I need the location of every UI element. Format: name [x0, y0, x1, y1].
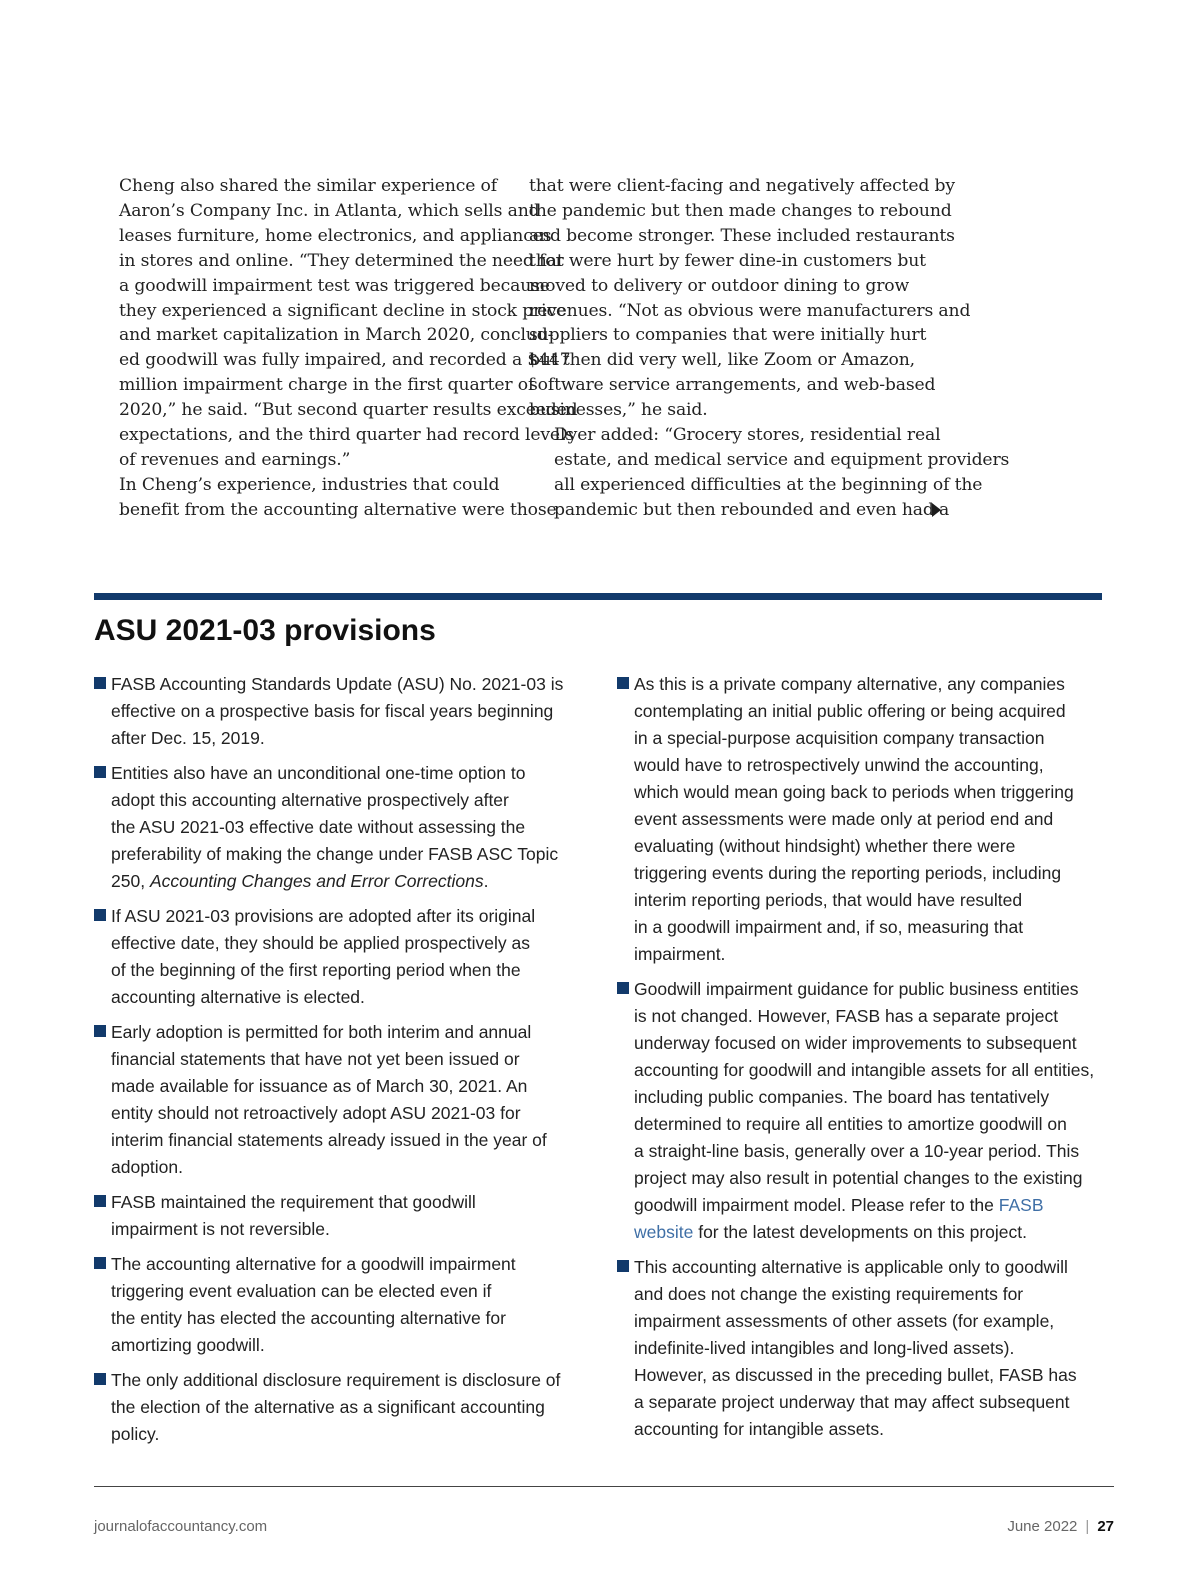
provision-bullet	[94, 1251, 594, 1359]
text-line: project may also result in potential changes to the existing	[634, 1168, 1083, 1188]
text-line: the election of the alternative as a significant accounting	[111, 1397, 545, 1417]
bullet-square-icon	[94, 909, 106, 921]
text-line: impairment.	[634, 944, 726, 964]
text-line: and market capitalization in March 2020, conclud-	[119, 325, 554, 346]
text-line: would have to retrospectively unwind the accounting,	[634, 755, 1044, 775]
text-line: Aaron’s Company Inc. in Atlanta, which sells and	[119, 200, 540, 221]
text-line: the pandemic but then made changes to rebound	[529, 200, 952, 221]
text-line: made available for issuance as of March 30, 2021. An	[111, 1076, 528, 1096]
sidebar-title: ASU 2021-03 provisions	[94, 614, 436, 647]
text-line: revenues. “Not as obvious were manufacturers and	[529, 300, 971, 321]
text-line: after Dec. 15, 2019.	[111, 728, 265, 748]
provision-bullet	[617, 1254, 1112, 1443]
text-line: Cheng also shared the similar experience of	[119, 176, 497, 196]
text-line: estate, and medical service and equipment providers	[554, 449, 1010, 470]
text-line: Dyer added: “Grocery stores, residential real	[554, 425, 941, 446]
text-line: accounting alternative is elected.	[111, 987, 365, 1007]
text-line: The only additional disclosure requirement is disclosure of	[111, 1370, 561, 1390]
bullet-square-icon	[94, 677, 106, 689]
text-line	[634, 1219, 1112, 1246]
footer-date: June 2022	[1007, 1518, 1078, 1535]
bullet-square-icon	[94, 1195, 106, 1207]
text-line: effective on a prospective basis for fiscal years beginning	[111, 701, 554, 721]
text-line: preferability of making the change under FASB ASC Topic	[111, 844, 559, 864]
provision-bullet	[617, 671, 1112, 968]
text-line: financial statements that have not yet been issued or	[111, 1049, 520, 1069]
text-fragment: for the latest developments on this project.	[693, 1222, 1027, 1242]
text-line: businesses,” he said.	[529, 400, 708, 421]
article-paragraph	[94, 174, 578, 473]
provision-bullet	[94, 671, 594, 752]
text-line: In Cheng’s experience, industries that could	[119, 474, 500, 495]
text-line	[634, 1192, 1112, 1219]
text-line: they experienced a significant decline in stock price	[119, 300, 567, 321]
text-line: of the beginning of the first reporting period when the	[111, 960, 521, 980]
text-line: including public companies. The board has tentatively	[634, 1087, 1050, 1107]
text-line: underway focused on wider improvements to subsequent	[634, 1033, 1077, 1053]
text-line: software service arrangements, and web-based	[529, 375, 936, 396]
text-line: accounting for intangible assets.	[634, 1419, 885, 1439]
text-line: suppliers to companies that were initially hurt	[529, 325, 927, 346]
text-line: benefit from the accounting alternative were those	[119, 499, 557, 520]
fasb-link[interactable]: FASB	[998, 1195, 1044, 1215]
text-fragment: 250,	[111, 871, 150, 891]
text-line: triggering events during the reporting periods, including	[634, 863, 1062, 883]
fasb-website-link[interactable]: website	[634, 1222, 694, 1242]
sidebar-top-rule	[94, 593, 1102, 600]
text-line: FASB maintained the requirement that goodwill	[111, 1192, 476, 1212]
provision-bullet	[94, 760, 594, 895]
text-line: accounting for goodwill and intangible assets for all entities,	[634, 1060, 1095, 1080]
text-line: entity should not retroactively adopt ASU 2021-03 for	[111, 1103, 521, 1123]
footer-rule	[94, 1486, 1114, 1487]
continue-arrow-icon	[932, 503, 941, 517]
bullet-square-icon	[94, 766, 106, 778]
text-line: event assessments were made only at period end and	[634, 809, 1054, 829]
text-line: of revenues and earnings.”	[119, 449, 351, 470]
text-line: As this is a private company alternative, any companies	[634, 674, 1065, 694]
text-line: that were hurt by fewer dine-in customers but	[529, 250, 926, 271]
text-line: a separate project underway that may affect subsequent	[634, 1392, 1070, 1412]
text-line: However, as discussed in the preceding bullet, FASB has	[634, 1365, 1077, 1385]
text-line: which would mean going back to periods when triggering	[634, 782, 1074, 802]
text-line: amortizing goodwill.	[111, 1335, 265, 1355]
text-line: is not changed. However, FASB has a separate project	[634, 1006, 1059, 1026]
text-line: in a goodwill impairment and, if so, measuring that	[634, 917, 1024, 937]
text-line: million impairment charge in the first quarter of	[119, 375, 535, 396]
topic-title: Accounting Changes and Error Corrections	[149, 871, 484, 891]
article-right-column	[529, 174, 1010, 523]
bullet-square-icon	[617, 677, 629, 689]
text-line: expectations, and the third quarter had record levels	[119, 425, 574, 446]
text-line: leases furniture, home electronics, and appliances	[119, 225, 552, 246]
text-line: but then did very well, like Zoom or Amazon,	[529, 350, 915, 371]
bullet-square-icon	[94, 1373, 106, 1385]
footer-separator: |	[1085, 1518, 1090, 1535]
bullet-square-icon	[94, 1025, 106, 1037]
provision-bullet	[94, 1367, 594, 1448]
text-line: determined to require all entities to amortize goodwill on	[634, 1114, 1067, 1134]
sidebar-left-bullets	[94, 671, 594, 1456]
text-line: FASB Accounting Standards Update (ASU) No. 2021-03 is	[111, 674, 564, 694]
text-line: contemplating an initial public offering or being acquired	[634, 701, 1066, 721]
text-line: 2020,” he said. “But second quarter results exceeded	[119, 400, 578, 421]
provision-bullet	[94, 1189, 594, 1243]
bullet-square-icon	[617, 982, 629, 994]
text-line: in stores and online. “They determined the need for	[119, 250, 564, 271]
footer-page-info	[1007, 1518, 1114, 1535]
text-line: ed goodwill was fully impaired, and recorded a $447	[119, 350, 571, 371]
article-paragraph	[529, 174, 971, 423]
text-line: in a special-purpose acquisition company transaction	[634, 728, 1045, 748]
text-line: Early adoption is permitted for both interim and annual	[111, 1022, 532, 1042]
bullet-square-icon	[94, 1257, 106, 1269]
bullet-square-icon	[617, 1260, 629, 1272]
text-line: evaluating (without hindsight) whether there were	[634, 836, 1016, 856]
text-line: a straight-line basis, generally over a 10-year period. This	[634, 1141, 1080, 1161]
page-number: 27	[1097, 1518, 1114, 1535]
text-line: that were client-facing and negatively affected by	[529, 176, 955, 196]
text-line	[111, 868, 594, 895]
provision-bullet	[94, 1019, 594, 1181]
text-line: triggering event evaluation can be elected even if	[111, 1281, 492, 1301]
footer-site-url[interactable]: journalofaccountancy.com	[94, 1518, 268, 1535]
text-line: policy.	[111, 1424, 160, 1444]
article-paragraph	[529, 423, 1010, 523]
text-line: Goodwill impairment guidance for public business entities	[634, 979, 1079, 999]
article-left-column	[94, 174, 578, 523]
text-line: interim financial statements already issued in the year of	[111, 1130, 547, 1150]
text-line: a goodwill impairment test was triggered because	[119, 275, 550, 296]
text-line: moved to delivery or outdoor dining to grow	[529, 275, 910, 296]
text-line: the entity has elected the accounting alternative for	[111, 1308, 506, 1328]
text-line: indefinite-lived intangibles and long-lived assets).	[634, 1338, 1015, 1358]
text-line: If ASU 2021-03 provisions are adopted after its original	[111, 906, 536, 926]
text-line: interim reporting periods, that would have resulted	[634, 890, 1023, 910]
text-line: pandemic but then rebounded and even had a	[554, 499, 950, 520]
text-line: and become stronger. These included restaurants	[529, 225, 955, 246]
text-line: adopt this accounting alternative prospectively after	[111, 790, 509, 810]
text-line: effective date, they should be applied prospectively as	[111, 933, 530, 953]
text-fragment: .	[483, 871, 489, 891]
text-line: and does not change the existing requirements for	[634, 1284, 1024, 1304]
text-line: impairment is not reversible.	[111, 1219, 330, 1239]
text-line: impairment assessments of other assets (for example,	[634, 1311, 1055, 1331]
text-line: adoption.	[111, 1157, 184, 1177]
sidebar-right-bullets	[617, 671, 1112, 1451]
text-line: the ASU 2021-03 effective date without assessing the	[111, 817, 526, 837]
text-line: This accounting alternative is applicable only to goodwill	[634, 1257, 1068, 1277]
text-fragment: goodwill impairment model. Please refer to the	[634, 1195, 999, 1215]
article-paragraph	[94, 473, 557, 523]
text-line: all experienced difficulties at the beginning of the	[554, 474, 983, 495]
provision-bullet	[94, 903, 594, 1011]
text-line: Entities also have an unconditional one-time option to	[111, 763, 526, 783]
text-line: The accounting alternative for a goodwill impairment	[111, 1254, 516, 1274]
provision-bullet	[617, 976, 1112, 1246]
